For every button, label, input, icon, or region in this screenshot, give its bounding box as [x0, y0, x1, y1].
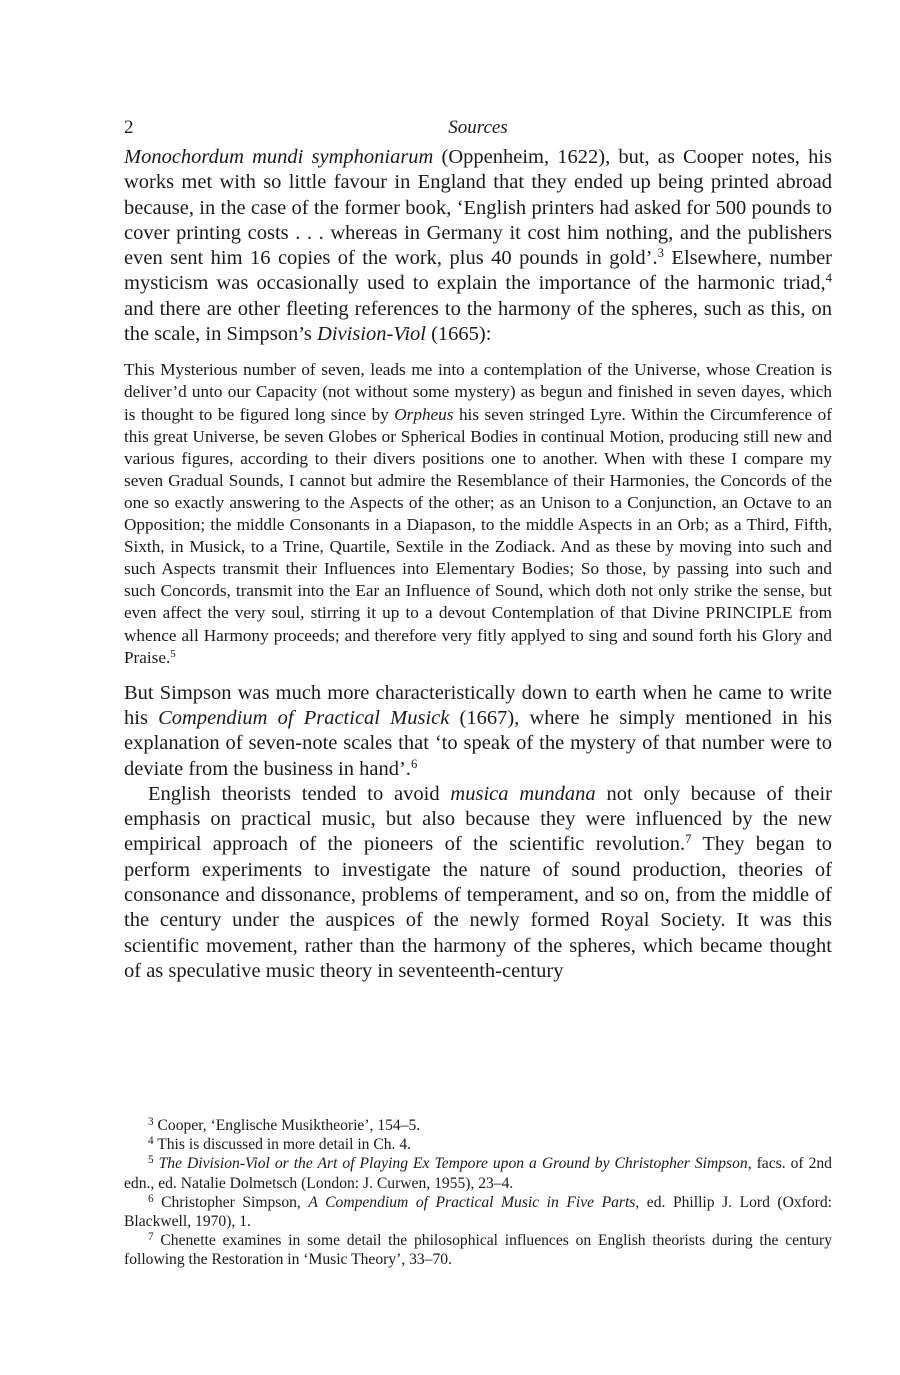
footnote-5: $^5$ The Division-Viol or the Art of Playing Ex Tempore upon a Ground by Christopher Simpson, facs. of 2nd edn., ed. Natalie Dolmetsch (London: J. Curwen, 1955), 23–4. — [124, 1154, 832, 1192]
footnote-3: $^3$ Cooper, ‘Englische Musiktheorie’, 154–5. — [148, 1115, 421, 1134]
book-title: Compendium of Practical Musick — [158, 706, 450, 729]
footnote-7: $^7$ Chenette examines in some detail the philosophical influences on English theorists during the century following the Restoration in ‘Music Theory’, 33–70. — [124, 1231, 832, 1269]
footnote-6: $^6$ Christopher Simpson, A Compendium of Practical Music in Five Parts, ed. Phillip J. Lord (Oxford: Blackwell, 1970), 1. — [124, 1192, 832, 1231]
block-quote: This Mysterious number of seven, leads me into a contemplation of the Universe, whose Creation is deliver’d unto our Capacity (not without some mystery) as begun and finished in seven dayes, which is thought to be figured long since by Orpheus his seven stringed Lyre. Within the Circumference of this great Universe, be seven Globes or Spherical Bodies in continual Motion, producing still new and various figures, according to their divers positions one to another. When with these I compare my seven Gradual Sounds, I cannot but admire the Resemblance of their Harmonies, the Concords of the one so exactly answering to the Aspects of the other; as an Unison to a Conjunction, an Octave to an Opposition; the middle Consonants in a Diapason, to the middle Aspects in an Orb; as a Third, Fifth, Sixth, in Musick, to a Trine, Quartile, Sextile in the Zodiack. And as these by moving into such and such Aspects transmit their Influences into Elementary Bodies; So those, by passing into such and such Concords, transmit into the Ear an Influence of Sound, which doth not only strike the sense, but even affect the very soul, stirring it up to a devout Contemplation of that Divine PRINCIPLE from whence all Harmony proceeds; and therefore very fitly applyed to sing and sound forth his Glory and Praise.$^5$ — [124, 360, 832, 667]
body-paragraph-3: English theorists tended to avoid musica mundana not only because of their emphasis on practical music, but also because they were influenced by the new empirical approach of the pioneers of the scientific revolution.$^7$ They began to perform experiments to investigate the nature of sound production, theories of consonance and dissonance, problems of temperament, and so on, from the middle of the century under the auspices of the newly formed Royal Society. It was this scientific movement, rather than the harmony of the spheres, which became thought of as speculative music theory in seventeenth-century — [124, 782, 832, 982]
footnote-ref-6[interactable]: 6 — [410, 756, 418, 771]
book-title: Monochordum mundi symphoniarum — [124, 146, 434, 168]
page-number: 2 — [124, 117, 134, 138]
term-italic: musica mundana — [450, 782, 596, 805]
running-title: Sources — [448, 117, 508, 138]
footnote-ref-7[interactable]: 7 — [685, 832, 692, 847]
footnote-ref-5[interactable]: 5 — [170, 648, 176, 660]
body-paragraph-1: Monochordum mundi symphoniarum (Oppenheim, 1622), but, as Cooper notes, his works met with so little favour in England that they ended up being printed abroad because, in the case of the former book, ‘English printers had asked for 500 pounds to cover printing costs . . . whereas in Germany it cost him nothing, and the publishers even sent him 16 copies of the work, plus 40 pounds in gold’.$^3$ Elsewhere, number mysticism was occasionally used to explain the importance of the harmonic triad,$^4$ and there are other fleeting references to the harmony of the spheres, such as this, on the scale, in Simpson’s Division-Viol (1665): — [124, 146, 833, 346]
name-italic: Orpheus — [394, 404, 454, 424]
footnote-ref-3[interactable]: 3 — [657, 246, 664, 261]
footnote-4: $^4$ This is discussed in more detail in Ch. 4. — [148, 1135, 412, 1154]
running-head — [124, 115, 832, 145]
footnotes — [124, 1116, 832, 1270]
footnote-ref-4[interactable]: 4 — [825, 271, 832, 286]
book-title: Division-Viol — [317, 323, 426, 346]
body-paragraph-2: But Simpson was much more characteristically down to earth when he came to write his Compendium of Practical Musick (1667), where he simply mentioned in his explanation of seven-note scales that ‘to speak of the mystery of that number were to deviate from the business in hand’.$^6$ — [124, 681, 832, 780]
page — [124, 115, 832, 984]
